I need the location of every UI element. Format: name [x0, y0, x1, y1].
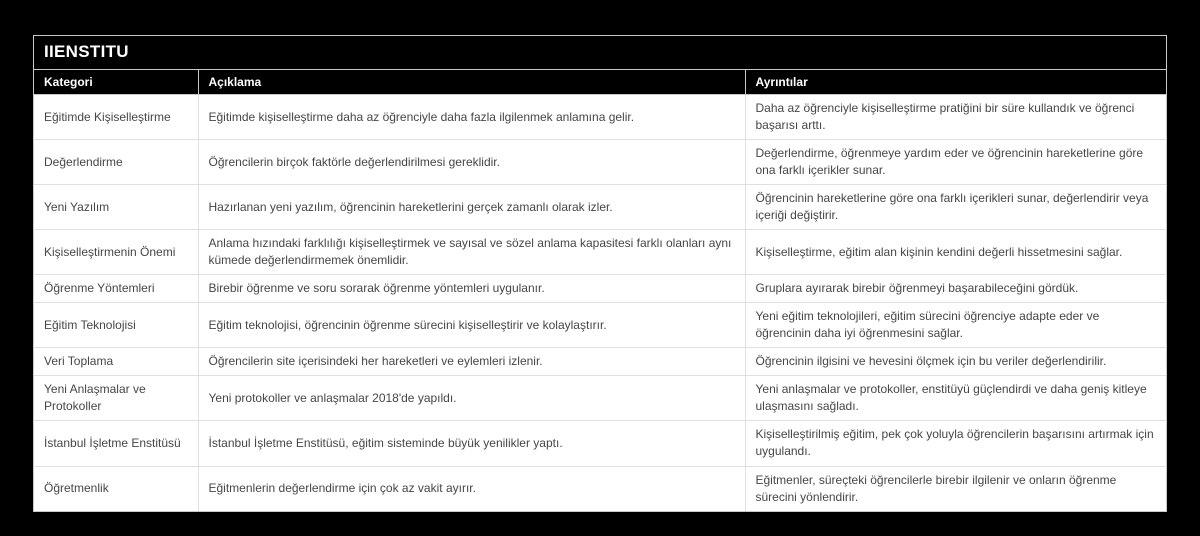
table-row [34, 185, 1166, 230]
cell-kategori: Öğretmenlik [34, 466, 198, 511]
cell-ayrintilar: Kişiselleştirme, eğitim alan kişinin kendini değerli hissetmesini sağlar. [745, 230, 1166, 275]
cell-kategori: Öğrenme Yöntemleri [34, 275, 198, 303]
table-widget [33, 35, 1167, 512]
cell-kategori: Eğitim Teknolojisi [34, 303, 198, 348]
table-row [34, 466, 1166, 511]
cell-aciklama: Hazırlanan yeni yazılım, öğrencinin hareketlerini gerçek zamanlı olarak izler. [198, 185, 745, 230]
cell-ayrintilar: Değerlendirme, öğrenmeye yardım eder ve öğrencinin hareketlerine göre ona farklı içerikler sunar. [745, 140, 1166, 185]
cell-kategori: Yeni Anlaşmalar ve Protokoller [34, 376, 198, 421]
cell-ayrintilar: Eğitmenler, süreçteki öğrencilerle birebir ilgilenir ve onların öğrenme sürecini yönlendirir. [745, 466, 1166, 511]
cell-kategori: Değerlendirme [34, 140, 198, 185]
data-table [34, 70, 1166, 511]
table-row [34, 376, 1166, 421]
column-header-aciklama: Açıklama [198, 70, 745, 95]
cell-kategori: İstanbul İşletme Enstitüsü [34, 421, 198, 466]
cell-aciklama: Yeni protokoller ve anlaşmalar 2018'de yapıldı. [198, 376, 745, 421]
cell-kategori: Veri Toplama [34, 348, 198, 376]
cell-aciklama: Birebir öğrenme ve soru sorarak öğrenme yöntemleri uygulanır. [198, 275, 745, 303]
table-title: IIENSTITU [34, 36, 1166, 70]
table-body [34, 95, 1166, 511]
cell-aciklama: Öğrencilerin site içerisindeki her hareketleri ve eylemleri izlenir. [198, 348, 745, 376]
cell-ayrintilar: Gruplara ayırarak birebir öğrenmeyi başarabileceğini gördük. [745, 275, 1166, 303]
table-row [34, 230, 1166, 275]
cell-kategori: Yeni Yazılım [34, 185, 198, 230]
column-header-ayrintilar: Ayrıntılar [745, 70, 1166, 95]
cell-aciklama: Eğitmenlerin değerlendirme için çok az vakit ayırır. [198, 466, 745, 511]
cell-aciklama: Eğitim teknolojisi, öğrencinin öğrenme sürecini kişiselleştirir ve kolaylaştırır. [198, 303, 745, 348]
table-row [34, 421, 1166, 466]
cell-ayrintilar: Yeni eğitim teknolojileri, eğitim sürecini öğrenciye adapte eder ve öğrencinin daha iyi öğrenmesini sağlar. [745, 303, 1166, 348]
cell-aciklama: Eğitimde kişiselleştirme daha az öğrenciyle daha fazla ilgilenmek anlamına gelir. [198, 95, 745, 140]
cell-ayrintilar: Yeni anlaşmalar ve protokoller, enstitüyü güçlendirdi ve daha geniş kitleye ulaşmasını sağladı. [745, 376, 1166, 421]
table-row [34, 140, 1166, 185]
cell-ayrintilar: Daha az öğrenciyle kişiselleştirme pratiğini bir süre kullandık ve öğrenci başarısı arttı. [745, 95, 1166, 140]
table-row [34, 303, 1166, 348]
cell-aciklama: Öğrencilerin birçok faktörle değerlendirilmesi gereklidir. [198, 140, 745, 185]
column-header-row [34, 70, 1166, 95]
cell-kategori: Eğitimde Kişiselleştirme [34, 95, 198, 140]
cell-aciklama: Anlama hızındaki farklılığı kişiselleştirmek ve sayısal ve sözel anlama kapasitesi farklı olanları aynı kümede değerlendirmemek önemlidir. [198, 230, 745, 275]
cell-ayrintilar: Kişiselleştirilmiş eğitim, pek çok yoluyla öğrencilerin başarısını artırmak için uygulandı. [745, 421, 1166, 466]
cell-ayrintilar: Öğrencinin hareketlerine göre ona farklı içerikleri sunar, değerlendirir veya içeriği değiştirir. [745, 185, 1166, 230]
cell-ayrintilar: Öğrencinin ilgisini ve hevesini ölçmek için bu veriler değerlendirilir. [745, 348, 1166, 376]
table-row [34, 95, 1166, 140]
cell-kategori: Kişiselleştirmenin Önemi [34, 230, 198, 275]
table-row [34, 275, 1166, 303]
column-header-kategori: Kategori [34, 70, 198, 95]
table-row [34, 348, 1166, 376]
cell-aciklama: İstanbul İşletme Enstitüsü, eğitim sisteminde büyük yenilikler yaptı. [198, 421, 745, 466]
